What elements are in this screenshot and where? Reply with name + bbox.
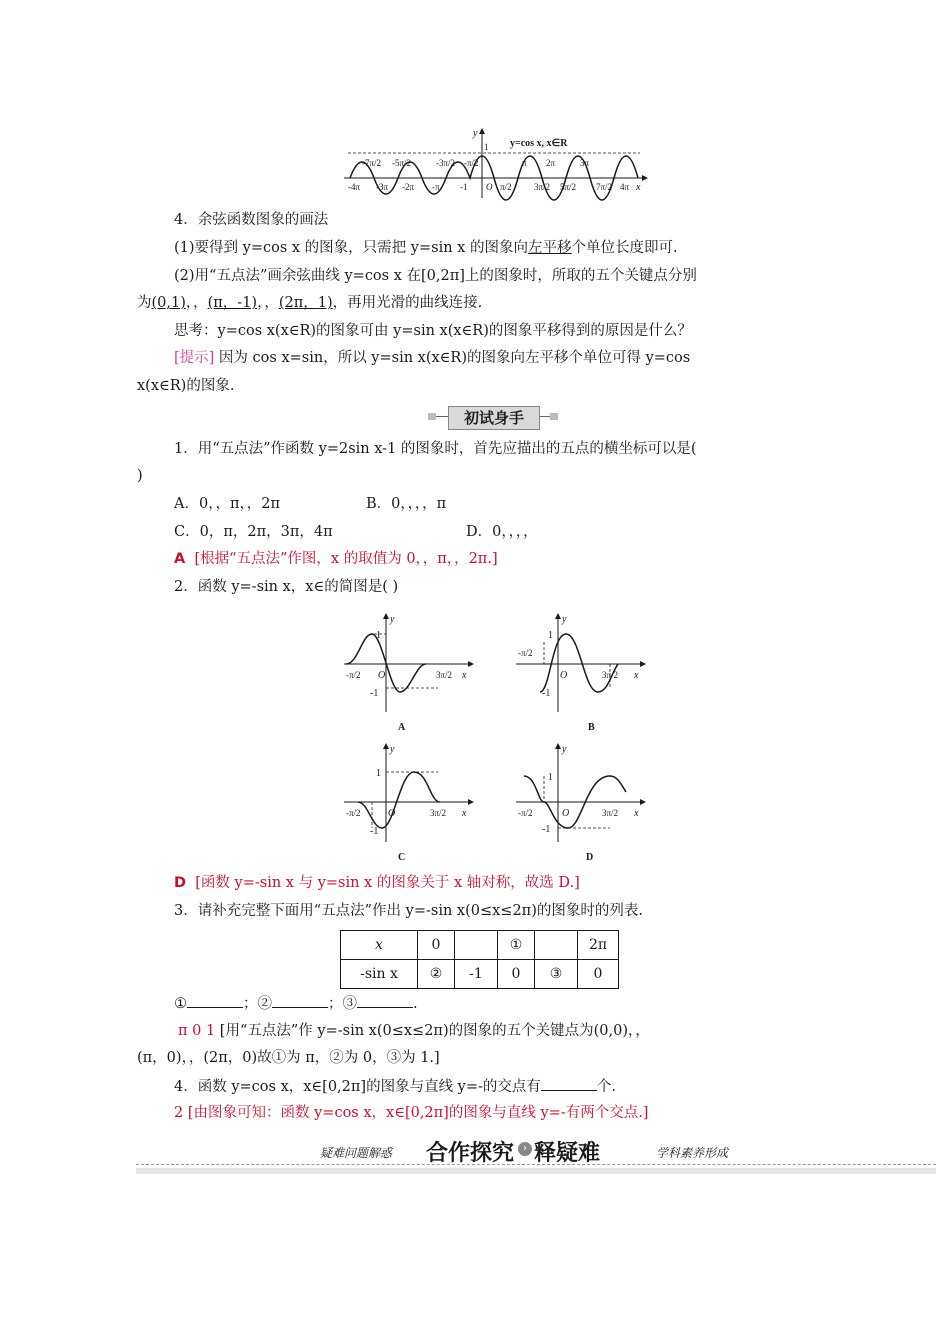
- tick-label: -4π: [348, 182, 361, 192]
- table-cell: 2π: [578, 931, 619, 960]
- q4-answer-line: [174, 1103, 648, 1123]
- graph-ticks-bottom: [348, 182, 630, 192]
- key-point: (0,1): [151, 295, 186, 311]
- q1-explain: [根据“五点法”作图，x 的取值为 0，，π，，2π.]: [194, 551, 498, 567]
- q3-explain-cont: (π，0)，，(2π，0)故①为 π，②为 0，③为 1.]: [137, 1050, 440, 1066]
- table-cell: 0: [578, 960, 619, 989]
- text: ①: [174, 996, 187, 1012]
- table-cell: [455, 931, 498, 960]
- tick-label: -π/2: [464, 158, 479, 168]
- footer-banner: [136, 1136, 936, 1176]
- q4-explain: [由图象可知：函数 y=cos x，x∈[0,2π]的图象与直线 y=-有两个交点.]: [183, 1105, 649, 1121]
- tick-label: -1: [460, 182, 468, 192]
- table-cell: ①: [498, 931, 535, 960]
- tick-label: 4π: [620, 182, 630, 192]
- q2-explain: [函数 y=-sin x 与 y=sin x 的图象关于 x 轴对称，故选 D.]: [195, 875, 580, 891]
- blank-1[interactable]: [187, 993, 243, 1008]
- q1-stem: 1．用“五点法”作函数 y=2sin x-1 的图象时，首先应描出的五点的横坐标可以是(: [174, 441, 697, 457]
- tick-label: -7π/2: [362, 158, 382, 168]
- axis-y: y: [390, 614, 395, 625]
- hint-cont: x(x∈R)的图象.: [137, 378, 235, 394]
- table-cell: ②: [418, 960, 455, 989]
- text: ，，: [257, 295, 279, 311]
- tick-left: -π/2: [518, 648, 533, 658]
- cosine-graph: [340, 126, 650, 202]
- table-cell: 0: [498, 960, 535, 989]
- footer-right: 学科素养形成: [656, 1146, 729, 1160]
- tick-right: 3π/2: [602, 670, 619, 680]
- section-banner: [428, 404, 558, 430]
- underlined-answer: 左平移: [527, 240, 572, 256]
- axis-y: y: [390, 744, 395, 755]
- tick-label: -π: [432, 182, 440, 192]
- tick-o: O: [388, 808, 396, 819]
- tick-label: -5π/2: [392, 158, 412, 168]
- tick-label: 3π/2: [534, 182, 551, 192]
- tick-m1: -1: [370, 688, 379, 699]
- text: 个.: [596, 1079, 617, 1095]
- axis-x: x: [634, 670, 639, 681]
- graph-option-b: [510, 612, 650, 738]
- key-point: (2π，1): [278, 295, 333, 311]
- table-cell: 0: [418, 931, 455, 960]
- tick-left: -π/2: [518, 808, 533, 818]
- tick-m1: -1: [542, 824, 551, 835]
- tick-label: -3π/2: [436, 158, 456, 168]
- tick-left: -π/2: [346, 808, 361, 818]
- tick-o: O: [560, 670, 568, 681]
- footer-center: 合作探究: [426, 1141, 515, 1166]
- text: .: [413, 996, 418, 1012]
- table-cell: -sin x: [341, 960, 418, 989]
- text: ，再用光滑的曲线连接.: [332, 295, 483, 311]
- q1-option-c: C．0，π，2π，3π，4π: [174, 524, 333, 540]
- q1-option-d: D．0，，，，: [466, 524, 538, 540]
- blank-3[interactable]: [357, 993, 413, 1008]
- q4-stem: [174, 1076, 616, 1097]
- tick-label: 3π: [580, 158, 590, 168]
- hint: [174, 348, 690, 368]
- option-label: B: [588, 722, 595, 733]
- tick-left: -π/2: [346, 670, 361, 680]
- s4-paragraph-2-cont: [137, 293, 482, 313]
- tick-label: 2π: [546, 158, 556, 168]
- text: (1)要得到 y=cos x 的图象，只需把 y=sin x 的图象向: [174, 240, 528, 256]
- tick-1: 1: [548, 772, 553, 783]
- q1-option-a: A．0，，π，，2π: [174, 496, 280, 512]
- text: ；③: [328, 996, 357, 1012]
- q1-answer: A: [174, 551, 186, 567]
- tick-m1: -1: [370, 826, 379, 837]
- table-cell: [535, 931, 578, 960]
- q2-answer: D: [174, 875, 187, 891]
- q3-answer: π 0 1: [178, 1023, 216, 1039]
- footer-left: 疑难问题解惑: [320, 1146, 393, 1160]
- axis-x: x: [462, 808, 467, 819]
- option-label: D: [586, 852, 594, 863]
- graph-option-d: [510, 742, 650, 868]
- tick-m1: -1: [542, 688, 551, 699]
- q1-answer-line: [174, 549, 498, 569]
- text: ，，: [185, 295, 208, 311]
- q2-stem: 2．函数 y=-sin x，x∈的简图是( ): [174, 579, 399, 595]
- q3-answer-line: [178, 1021, 650, 1041]
- q3-fill-blanks: [174, 993, 418, 1014]
- table-row: [341, 960, 619, 989]
- tick-label: -2π: [402, 182, 415, 192]
- tick-label: π/2: [500, 182, 512, 192]
- tick-label: 7π/2: [596, 182, 613, 192]
- tick-o: O: [378, 670, 386, 681]
- q4-answer: 2: [174, 1105, 184, 1121]
- tick-label: π: [522, 158, 527, 168]
- graph-option-c: [338, 742, 478, 868]
- s4-paragraph-1: [174, 238, 678, 258]
- text: ；②: [243, 996, 272, 1012]
- tick-label: 1: [484, 142, 489, 152]
- tick-label: -3π: [376, 182, 389, 192]
- q3-explain: [用“五点法”作 y=-sin x(0≤x≤2π)的图象的五个关键点为(0,0)，，: [215, 1023, 650, 1039]
- footer-center-2: 释疑难: [534, 1141, 601, 1166]
- table-cell: x: [341, 931, 418, 960]
- axis-y: y: [562, 614, 567, 625]
- text: 个单位长度即可.: [571, 240, 678, 256]
- graph-title: y=cos x, x∈R: [510, 138, 568, 149]
- axis-x: x: [462, 670, 467, 681]
- q1-option-b: B．0，，，，π: [366, 496, 447, 512]
- tick-o: O: [562, 808, 570, 819]
- graph-axis-y: y: [473, 128, 478, 139]
- key-point: (π，-1): [207, 295, 258, 311]
- axis-x: x: [634, 808, 639, 819]
- graph-axis-x: x: [636, 182, 641, 193]
- text: 4．函数 y=cos x，x∈[0,2π]的图象与直线 y=-的交点有: [174, 1079, 541, 1095]
- table-row: [341, 931, 619, 960]
- tick-right: 3π/2: [602, 808, 619, 818]
- blank[interactable]: [541, 1076, 597, 1091]
- think-question: 思考：y=cos x(x∈R)的图象可由 y=sin x(x∈R)的图象平移得到的原因是什么？: [174, 323, 692, 339]
- q1-stem-cont: ): [137, 468, 143, 484]
- q2-answer-line: [174, 873, 580, 893]
- hint-label: [提示]: [174, 350, 215, 366]
- s4-paragraph-2: (2)用“五点法”画余弦曲线 y=cos x 在[0,2π]上的图象时，所取的五个关键点分别: [174, 268, 697, 284]
- chevron-icon: ›: [518, 1142, 532, 1156]
- table-cell: ③: [535, 960, 578, 989]
- tick-right: 3π/2: [430, 808, 447, 818]
- option-label: C: [398, 852, 406, 863]
- tick-1: 1: [376, 630, 381, 641]
- tick-1: 1: [548, 630, 553, 641]
- tick-1: 1: [376, 768, 381, 779]
- hint-text: 因为 cos x=sin，所以 y=sin x(x∈R)的图象向左平移个单位可得 y=cos: [214, 350, 691, 366]
- section-heading: 4．余弦函数图象的画法: [174, 212, 329, 228]
- axis-y: y: [562, 744, 567, 755]
- text: 为: [137, 295, 152, 311]
- tick-right: 3π/2: [436, 670, 453, 680]
- graph-option-a: [338, 612, 478, 738]
- q3-table: [340, 930, 619, 989]
- option-label: A: [398, 722, 406, 733]
- q3-stem: 3．请补充完整下面用“五点法”作出 y=-sin x(0≤x≤2π)的图象时的列表.: [174, 903, 643, 919]
- table-cell: -1: [455, 960, 498, 989]
- blank-2[interactable]: [272, 993, 328, 1008]
- banner-title: 初试身手: [448, 406, 540, 430]
- tick-label: O: [486, 182, 493, 192]
- tick-label: 5π/2: [560, 182, 577, 192]
